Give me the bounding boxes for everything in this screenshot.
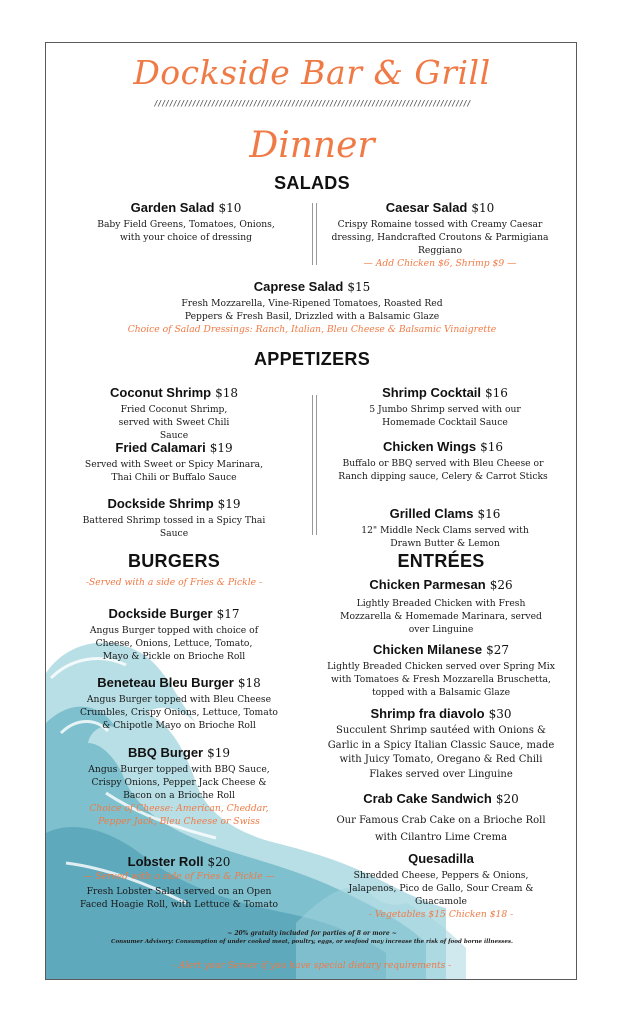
item-desc: Crispy Romaine tossed with Creamy Caesar dressing, Handcrafted Croutons & Parmigiana Reggiano: [331, 219, 549, 256]
dockside-burger-item: [76, 603, 272, 663]
restaurant-title: Dockside Bar & Grill: [133, 53, 491, 92]
item-desc: Our Famous Crab Cake on a Brioche Roll with Cilantro Lime Crema: [336, 815, 546, 843]
item-desc: Fresh Lobster Salad served on an Open Faced Hoagie Roll, with Lettuce & Tomato: [79, 886, 279, 910]
item-price: $19: [209, 441, 233, 455]
item-name: Shrimp Cocktail: [382, 385, 482, 400]
item-desc: 5 Jumbo Shrimp served with our Homemade Cocktail Sauce: [369, 404, 521, 428]
item-desc: Angus Burger topped with BBQ Sauce, Crispy Onions, Pepper Jack Cheese & Bacon on a Brioche Roll: [88, 764, 270, 801]
menu-frame: [45, 42, 577, 980]
title-divider: ///////////////////////////////////////////////////////////////////////////////////: [153, 99, 471, 108]
item-desc: Battered Shrimp tossed in a Spicy Thai Sauce: [82, 515, 266, 539]
coconut-shrimp-item: [76, 382, 272, 442]
item-name: Chicken Milanese: [372, 642, 483, 657]
item-name: Shrimp fra diavolo: [370, 706, 485, 721]
shrimp-diavolo-item: [326, 703, 556, 782]
item-desc: Lightly Breaded Chicken served over Spring Mix with Tomatoes & Fresh Mozzarella Bruschetta, topped with a Balsamic Glaze: [327, 661, 555, 698]
item-name: Quesadilla: [408, 851, 474, 866]
item-desc: Angus Burger topped with Bleu Cheese Crumbles, Crispy Onions, Lettuce, Tomato & Chipotle Mayo on Brioche Roll: [80, 694, 278, 731]
salads-heading: SALADS: [274, 173, 350, 193]
item-note: - Vegetables $15 Chicken $18 -: [368, 909, 514, 920]
item-price: $16: [477, 507, 501, 521]
chicken-milanese-item: [326, 639, 556, 699]
item-desc: 12" Middle Neck Clams served with Drawn Butter & Lemon: [361, 525, 529, 549]
caesar-salad-item: [324, 197, 556, 270]
cheese-choice-note: Choice of Cheese: American, Cheddar, Pepper Jack, Bleu Cheese or Swiss: [89, 803, 269, 827]
item-price: $26: [489, 578, 513, 592]
item-name: Dockside Shrimp: [107, 496, 214, 511]
item-price: $17: [216, 607, 240, 621]
item-desc: Baby Field Greens, Tomatoes, Onions, with your choice of dressing: [97, 219, 275, 243]
item-price: $20: [495, 792, 519, 806]
item-name: BBQ Burger: [127, 745, 204, 760]
item-desc: Succulent Shrimp sautéed with Onions & Garlic in a Spicy Italian Classic Sauce, made with Juicy Tomato, Oregano & Red Chili Flakes served over Linguine: [327, 725, 555, 780]
item-price: $10: [218, 201, 242, 215]
item-desc: Lightly Breaded Chicken with Fresh Mozzarella & Homemade Marinara, served over Linguine: [340, 598, 542, 635]
item-price: $10: [471, 201, 495, 215]
dietary-alert: - Alert your Server if you have special dietary requirements -: [172, 961, 452, 971]
item-name: Grilled Clams: [389, 506, 474, 521]
burgers-heading: BURGERS: [127, 551, 221, 571]
grilled-clams-item: [334, 503, 556, 550]
item-name: Fried Calamari: [115, 440, 206, 455]
item-desc: Angus Burger topped with choice of Cheese, Onions, Lettuce, Tomato, Mayo & Pickle on Brioche Roll: [89, 625, 259, 662]
bbq-burger-item: [76, 742, 282, 828]
item-name: Crab Cake Sandwich: [363, 791, 492, 806]
gratuity-note: ~ 20% gratuity included for parties of 8 or more ~: [227, 930, 397, 937]
consumer-advisory: Consumer Advisory: Consumption of under cooked meat, poultry, eggs, or seafood may increase the risk of food borne illnesses.: [111, 939, 513, 945]
item-name: Beneteau Bleu Burger: [97, 675, 234, 690]
item-price: $18: [215, 386, 238, 400]
garden-salad-item: [86, 197, 286, 244]
burgers-side-note: -Served with a side of Fries & Pickle -: [85, 577, 263, 588]
item-price: $19: [217, 497, 241, 511]
item-name: Lobster Roll: [127, 854, 204, 869]
item-name: Coconut Shrimp: [109, 385, 212, 400]
chicken-parmesan-item: [326, 574, 556, 636]
item-price: $16: [485, 386, 508, 400]
chicken-wings-item: [330, 436, 556, 483]
item-price: $19: [207, 746, 231, 760]
item-price: $27: [486, 643, 509, 657]
item-price: $15: [347, 280, 371, 294]
menu-title: Dinner: [249, 125, 375, 166]
column-divider: [312, 203, 317, 265]
item-name: Chicken Parmesan: [369, 577, 486, 592]
item-price: $18: [237, 676, 261, 690]
item-note: — Add Chicken $6, Shrimp $9 —: [363, 258, 517, 269]
entrees-heading: ENTRÉES: [397, 551, 485, 571]
crab-cake-item: [326, 788, 556, 846]
lobster-roll-item: [76, 851, 282, 911]
item-price: $30: [488, 707, 512, 721]
fried-calamari-item: [76, 437, 272, 484]
item-name: Garden Salad: [130, 200, 215, 215]
item-name: Caesar Salad: [385, 200, 468, 215]
item-desc: Served with Sweet or Spicy Marinara, Thai Chili or Buffalo Sauce: [84, 459, 264, 483]
item-desc: Buffalo or BBQ served with Bleu Cheese or Ranch dipping sauce, Celery & Carrot Sticks: [338, 458, 548, 482]
dressings-note: Choice of Salad Dressings: Ranch, Italian, Bleu Cheese & Balsamic Vinaigrette: [127, 324, 497, 335]
beneteau-burger-item: [76, 672, 282, 732]
quesadilla-item: [326, 848, 556, 921]
item-name: Caprese Salad: [253, 279, 344, 294]
item-name: Dockside Burger: [108, 606, 213, 621]
item-desc: Shredded Cheese, Peppers & Onions, Jalapenos, Pico de Gallo, Sour Cream & Guacamole: [348, 870, 534, 907]
shrimp-cocktail-item: [334, 382, 556, 429]
item-desc: Fried Coconut Shrimp, served with Sweet Chili Sauce: [118, 404, 230, 441]
column-divider: [312, 395, 317, 535]
item-price: $16: [480, 440, 503, 454]
caprese-salad-item: [106, 276, 518, 336]
item-desc: Fresh Mozzarella, Vine-Ripened Tomatoes, Roasted Red Peppers & Fresh Basil, Drizzled with a Balsamic Glaze: [181, 298, 443, 322]
appetizers-heading: APPETIZERS: [253, 349, 371, 369]
item-price: $20: [207, 855, 231, 869]
item-note: — Served with a side of Fries & Pickle —: [83, 871, 275, 882]
dockside-shrimp-item: [76, 493, 272, 540]
item-name: Chicken Wings: [383, 439, 477, 454]
